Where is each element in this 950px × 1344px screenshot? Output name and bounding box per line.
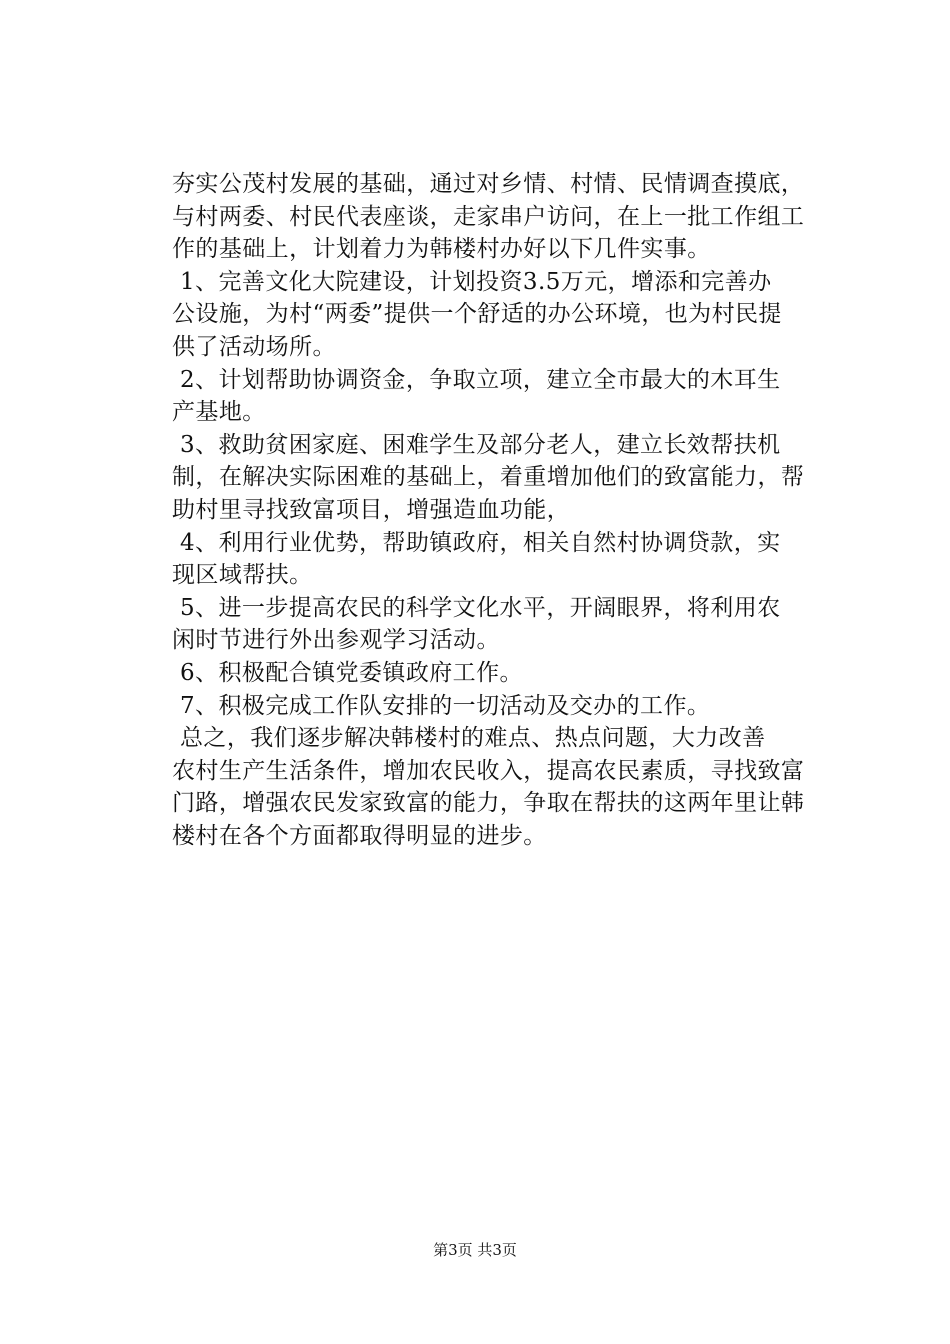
item-7-line: 7、积极完成工作队安排的一切活动及交办的工作。 (180, 692, 711, 719)
body-line: 作的基础上，计划着力为韩楼村办好以下几件实事。 (172, 236, 711, 263)
page-footer (0, 1240, 950, 1260)
body-line: 产基地。 (172, 399, 266, 426)
document-body (172, 168, 805, 852)
body-line: 助村里寻找致富项目，增强造血功能， (172, 496, 571, 523)
body-line: 农村生产生活条件，增加农民收入，提高农民素质，寻找致富 (172, 757, 805, 784)
body-line: 公设施，为村“两委”提供一个舒适的办公环境，也为村民提 (172, 301, 782, 328)
body-line: 门路，增强农民发家致富的能力，争取在帮扶的这两年里让韩 (172, 790, 805, 817)
item-2-line: 2、计划帮助协调资金，争取立项，建立全市最大的木耳生 (180, 366, 781, 393)
item-3-line: 3、救助贫困家庭、困难学生及部分老人，建立长效帮扶机 (180, 431, 781, 458)
body-line: 制，在解决实际困难的基础上，着重增加他们的致富能力，帮 (172, 464, 805, 491)
body-line: 闲时节进行外出参观学习活动。 (172, 627, 500, 654)
item-1-line: 1、完善文化大院建设，计划投资3.5万元，增添和完善办 (180, 268, 772, 295)
body-line: 楼村在各个方面都取得明显的进步。 (172, 822, 547, 849)
page-number-label: 第3页 共3页 (433, 1241, 517, 1259)
item-6-line: 6、积极配合镇党委镇政府工作。 (180, 659, 523, 686)
summary-line: 总之，我们逐步解决韩楼村的难点、热点问题，大力改善 (180, 725, 766, 752)
body-line: 夯实公茂村发展的基础，通过对乡情、村情、民情调查摸底， (172, 171, 805, 197)
item-5-line: 5、进一步提高农民的科学文化水平，开阔眼界，将利用农 (180, 594, 781, 621)
body-line: 现区域帮扶。 (172, 562, 313, 589)
body-line: 与村两委、村民代表座谈，走家串户访问，在上一批工作组工 (172, 203, 805, 230)
item-4-line: 4、利用行业优势，帮助镇政府，相关自然村协调贷款，实 (180, 529, 781, 556)
body-line: 供了活动场所。 (172, 333, 336, 360)
